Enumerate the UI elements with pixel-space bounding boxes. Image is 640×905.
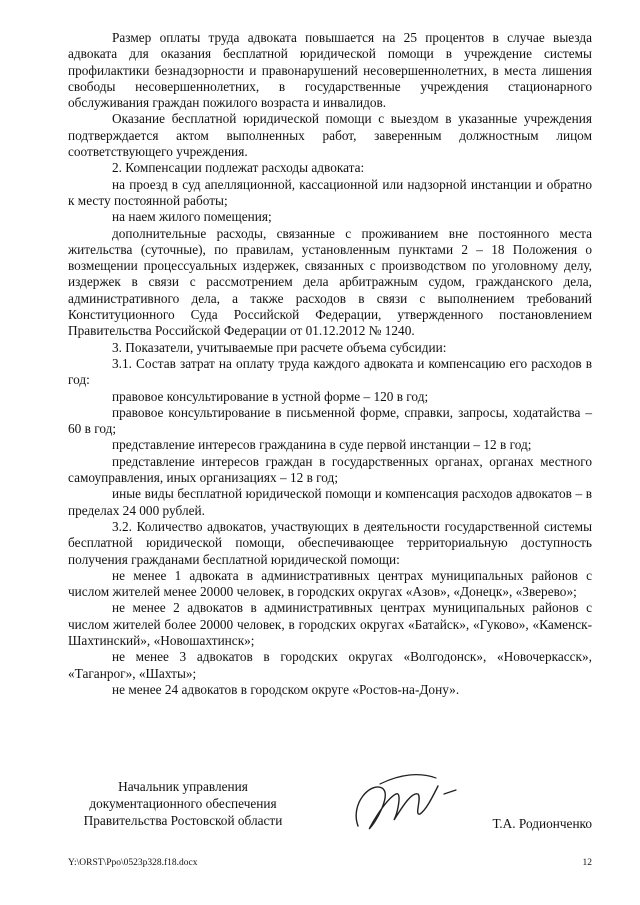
handwritten-signature	[340, 764, 460, 844]
file-path: Y:\ORST\Ppo\0523p328.f18.docx	[68, 858, 198, 868]
paragraph-written-consulting: правовое консультирование в письменной форме, справки, запросы, ходатайства – 60 в год;	[68, 404, 592, 437]
paragraph-min-24-lawyers: не менее 24 адвокатов в городском округе «Ростов-на-Дону».	[112, 681, 460, 697]
paragraph-court-representation: представление интересов гражданина в суде первой инстанции – 12 в год;	[112, 437, 532, 453]
paragraph-compensation-heading: 2. Компенсации подлежат расходы адвоката:	[112, 160, 365, 176]
signatory-position-line: документационного обеспечения	[89, 796, 277, 811]
paragraph-min-3-lawyers: не менее 3 адвокатов в городских округах «Волгодонск», «Новочеркасск», «Таганрог», «Шахты»;	[68, 649, 592, 681]
paragraph-min-1-lawyer: не менее 1 адвоката в административных центрах муниципальных районов с числом жителей менее 20000 человек, в городских округах «Азов», «Донецк», «Зверево»;	[68, 567, 592, 600]
paragraph-min-2-lawyers: не менее 2 адвокатов в административных центрах муниципальных районов с числом жителей более 20000 человек, в городских округах «Батайск», «Гуково», «Каменск-Шахтинский», «Новошахтинск»;	[68, 600, 592, 648]
paragraph-agency-representation: представление интересов граждан в государственных органах, органах местного самоуправления, иных организациях – 12 в год;	[68, 453, 592, 486]
signatory-position-line: Правительства Ростовской области	[83, 813, 283, 828]
signatory-position-line: Начальник управления	[118, 779, 248, 794]
paragraph-surcharge: Размер оплаты труда адвоката повышается на 25 процентов в случае выезда адвоката для оказания бесплатной юридической помощи в учреждение системы профилактики безнадзорности и правонарушений несовершеннолетних, в места лишения свободы несовершеннолетних, в государственные учреждения стационарного обслуживания граждан пожилого возраста и инвалидов.	[68, 30, 592, 111]
signatory-position	[68, 778, 298, 829]
paragraph-housing: на наем жилого помещения;	[112, 209, 272, 225]
paragraph-other-help: иные виды бесплатной юридической помощи и компенсация расходов адвокатов – в пределах 24 000 рублей.	[68, 486, 592, 518]
paragraph-confirmation: Оказание бесплатной юридической помощи с выездом в указанные учреждения подтверждается актом выполненных работ, заверенным должностным лицом соответствующего учреждения.	[68, 111, 592, 160]
paragraph-per-diem: дополнительные расходы, связанные с проживанием вне постоянного места жительства (суточные), по правилам, установленным пунктами 2 – 18 Положения о возмещении процессуальных издержек, связанных с производством по уголовному делу, издержек в связи с рассмотрением дела арбитражным судом, гражданского дела, административного дела, а также расходов в связи с выполнением требований Конституционного Суда Российской Федерации, утвержденного постановлением Правительства Российской Федерации от 01.12.2012 № 1240.	[68, 225, 592, 339]
page-number: 12	[582, 858, 592, 868]
paragraph-oral-consulting: правовое консультирование в устной форме – 120 в год;	[112, 388, 429, 404]
paragraph-cost-structure: 3.1. Состав затрат на оплату труда каждого адвоката и компенсацию его расходов в год:	[68, 355, 592, 388]
page-footer	[68, 858, 592, 868]
signature-block	[68, 778, 592, 838]
paragraph-lawyer-count: 3.2. Количество адвокатов, участвующих в деятельности государственной системы бесплатной юридической помощи, обеспечивающее территориальную доступность получения гражданами бесплатной юридической помощи:	[68, 518, 592, 567]
paragraph-travel: на проезд в суд апелляционной, кассационной или надзорной инстанции и обратно к месту постоянной работы;	[68, 176, 592, 208]
signatory-name: Т.А. Родионченко	[492, 816, 592, 831]
document-body	[68, 30, 592, 698]
paragraph-indicators-heading: 3. Показатели, учитываемые при расчете объема субсидии:	[112, 339, 447, 355]
